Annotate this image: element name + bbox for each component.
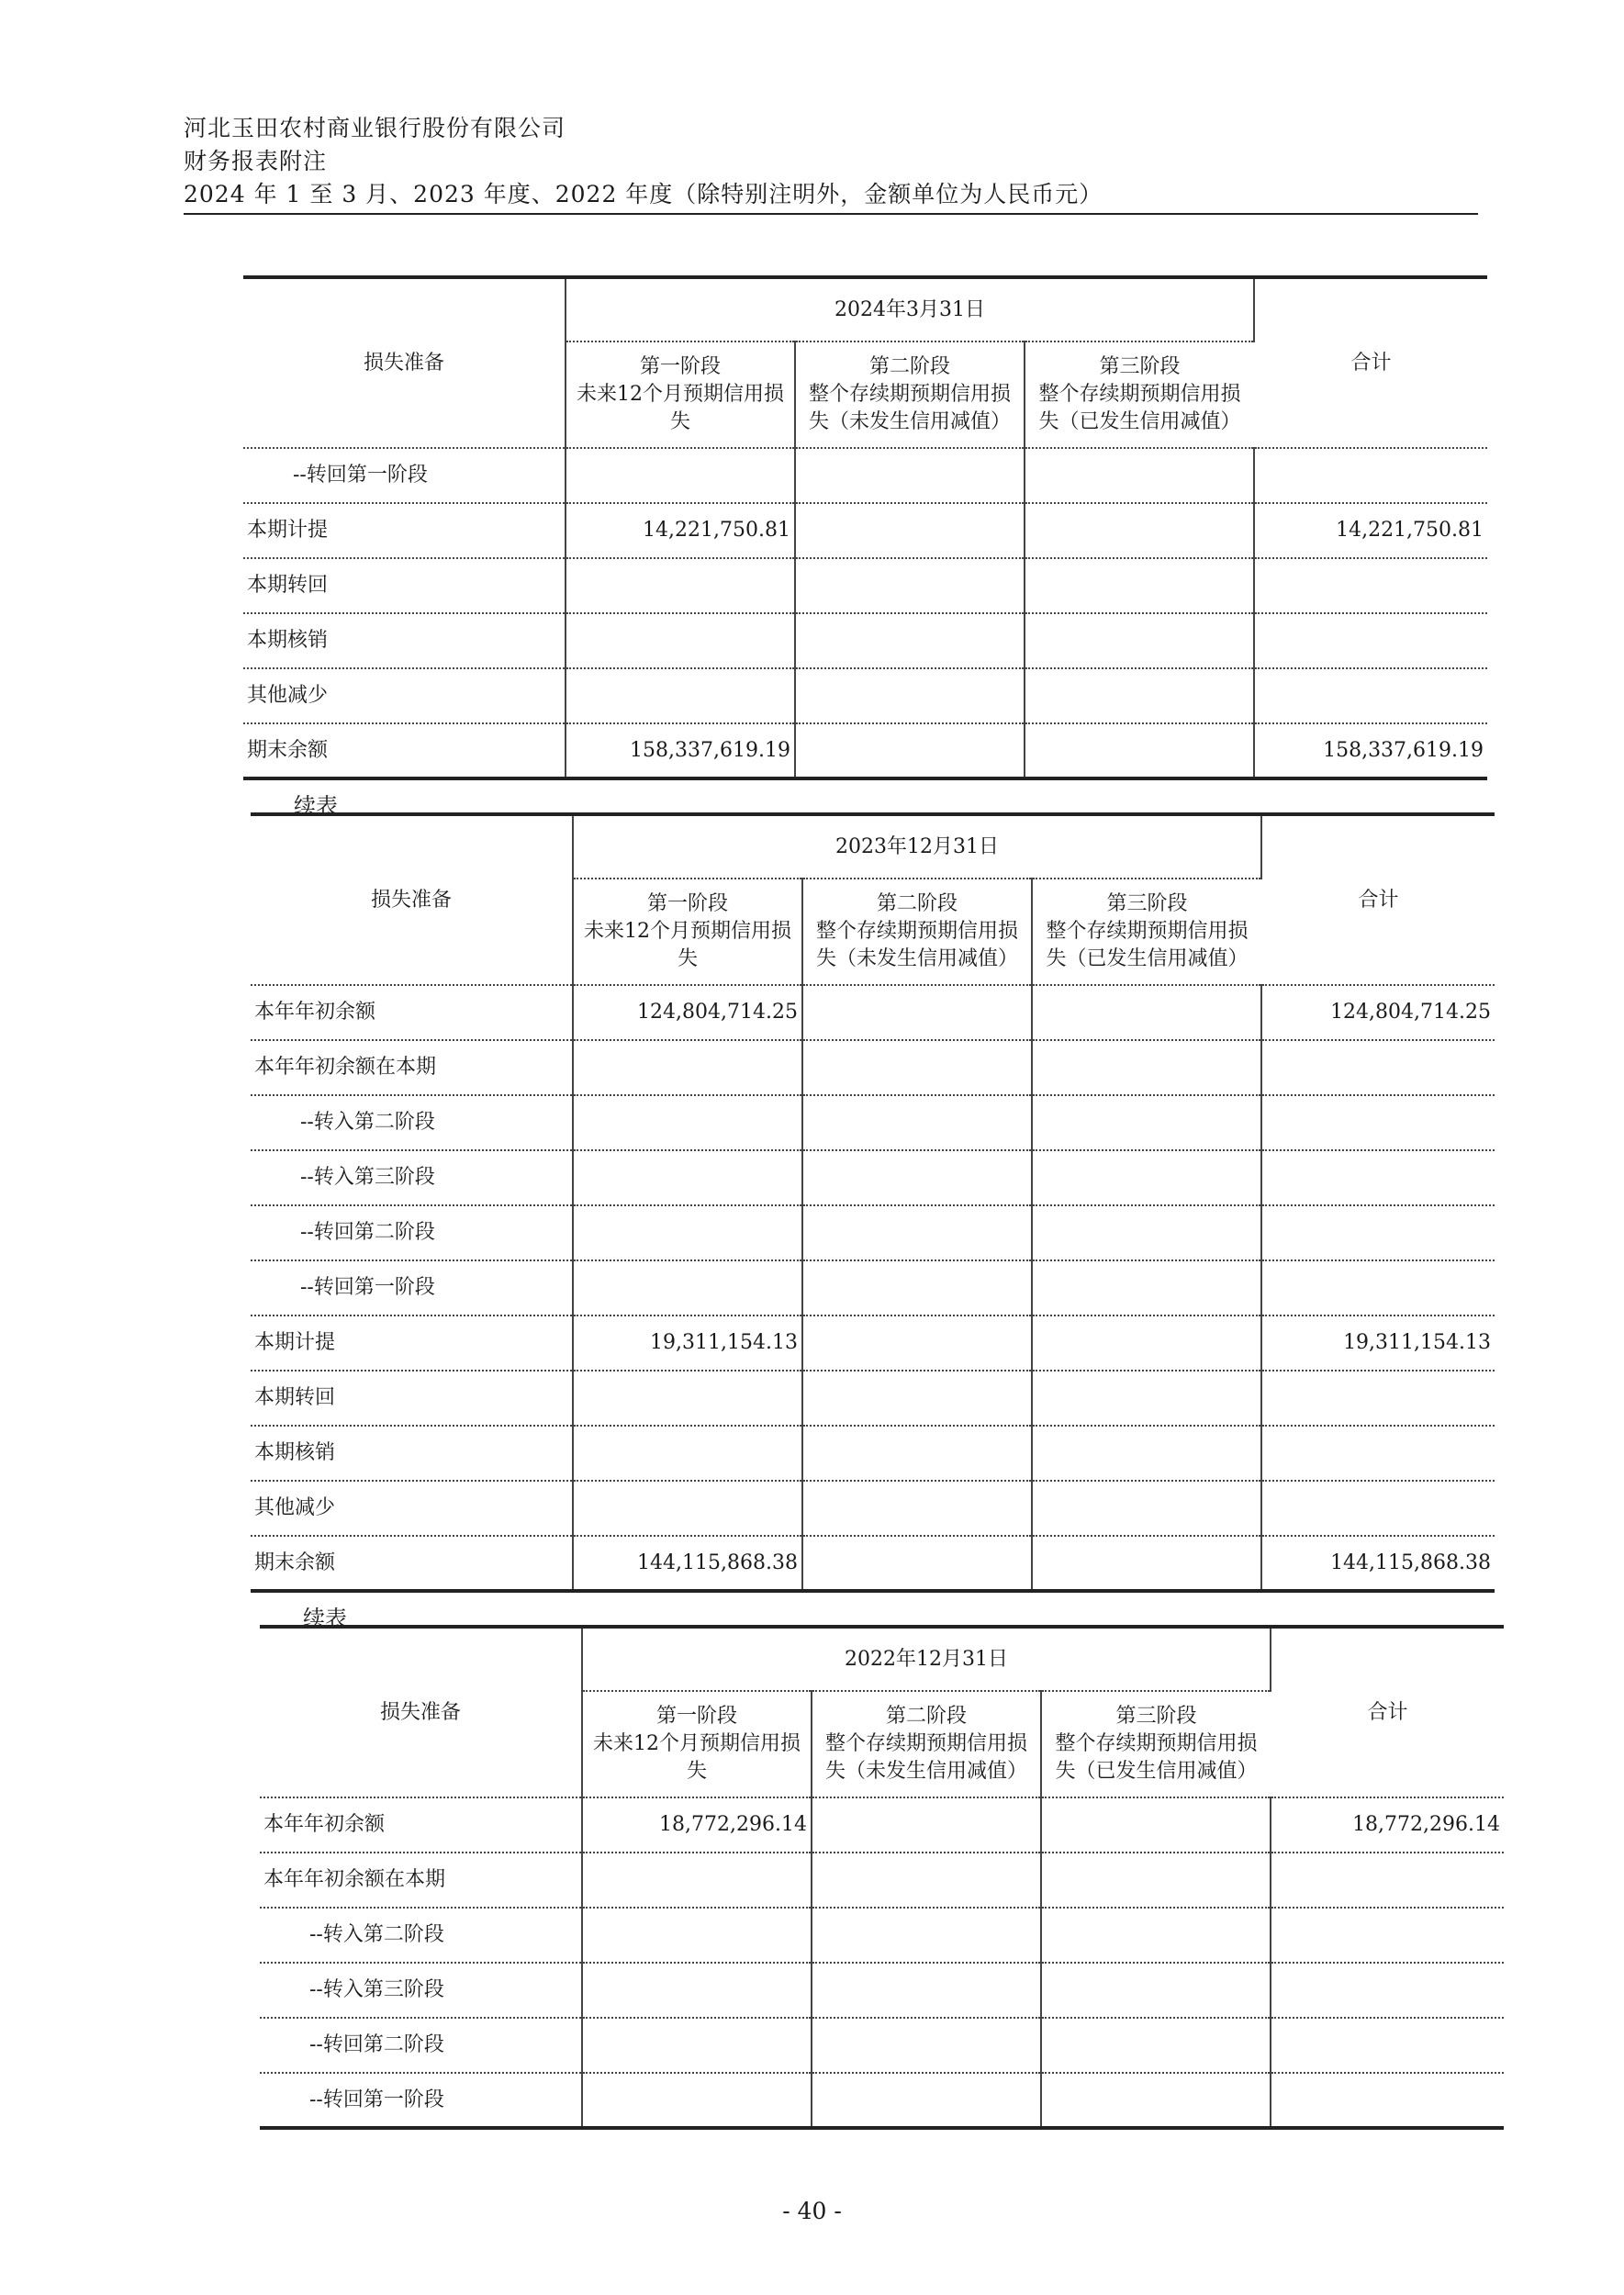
total-value: [1254, 448, 1487, 503]
stage-1-value: [573, 1150, 802, 1205]
header-total: 合计: [1261, 814, 1495, 985]
row-label: 本期转回: [251, 1371, 573, 1426]
total-value: 14,221,750.81: [1254, 503, 1487, 558]
stage-2-value: [812, 1908, 1041, 1963]
table-row: [251, 1426, 1495, 1481]
stage-2-value: [802, 1040, 1032, 1095]
total-value: [1261, 1150, 1495, 1205]
stage-1-desc: 未来12个月预期信用损失: [577, 383, 784, 433]
stage-1-value: 144,115,868.38: [573, 1536, 802, 1591]
total-value: [1271, 1853, 1504, 1908]
header-label: 损失准备: [260, 1627, 582, 1797]
stage-3-value: [1025, 723, 1254, 778]
stage-3-value: [1041, 1797, 1271, 1853]
header-stage-1: [573, 879, 802, 985]
row-label: --转入第三阶段: [260, 1963, 582, 2018]
stage-3-value: [1032, 1481, 1261, 1536]
company-name: 河北玉田农村商业银行股份有限公司: [184, 115, 566, 141]
header-stage-3: [1041, 1691, 1271, 1797]
stage-2-value: [795, 558, 1025, 613]
stage-3-desc: 整个存续期预期信用损失（已发生信用减值）: [1055, 1732, 1258, 1783]
stage-2-value: [795, 503, 1025, 558]
header-stage-1: [582, 1691, 812, 1797]
stage-2-value: [802, 985, 1032, 1040]
header-date: 2024年3月31日: [566, 277, 1254, 341]
row-label: --转回第一阶段: [260, 2073, 582, 2128]
stage-1-value: [566, 448, 795, 503]
stage-2-value: [812, 1797, 1041, 1853]
stage-3-value: [1025, 668, 1254, 723]
row-label: --转回第二阶段: [260, 2018, 582, 2073]
row-label: 本期计提: [243, 503, 566, 558]
row-label: 期末余额: [243, 723, 566, 778]
stage-1-value: [566, 668, 795, 723]
stage-3-desc: 整个存续期预期信用损失（已发生信用减值）: [1046, 920, 1249, 970]
stage-3-value: [1025, 558, 1254, 613]
row-label: 其他减少: [251, 1481, 573, 1536]
stage-1-value: [573, 1040, 802, 1095]
stage-3-value: [1032, 1260, 1261, 1315]
stage-3-value: [1032, 1150, 1261, 1205]
stage-2-value: [795, 723, 1025, 778]
total-value: 158,337,619.19: [1254, 723, 1487, 778]
document-title: 财务报表附注: [184, 148, 328, 174]
table-row: [251, 1481, 1495, 1536]
stage-1-value: [582, 2073, 812, 2128]
stage-1-value: [566, 558, 795, 613]
total-value: [1261, 1371, 1495, 1426]
stage-2-value: [802, 1095, 1032, 1150]
header-stage-3: [1032, 879, 1261, 985]
row-label: 本年年初余额在本期: [260, 1853, 582, 1908]
header-stage-1: [566, 341, 795, 448]
stage-3-value: [1032, 1205, 1261, 1260]
row-label: 期末余额: [251, 1536, 573, 1591]
stage-2-name: 第二阶段: [868, 355, 950, 378]
row-label: --转回第一阶段: [243, 448, 566, 503]
total-value: [1261, 1426, 1495, 1481]
table-row: [251, 1150, 1495, 1205]
row-label: 本年年初余额在本期: [251, 1040, 573, 1095]
table-row: [260, 2018, 1504, 2073]
total-value: 19,311,154.13: [1261, 1315, 1495, 1371]
stage-2-desc: 整个存续期预期信用损失（未发生信用减值）: [815, 920, 1018, 970]
row-label: --转入第三阶段: [251, 1150, 573, 1205]
stage-1-desc: 未来12个月预期信用损失: [584, 920, 791, 970]
table-row: [243, 613, 1487, 668]
loss-allowance-table-2023: [251, 812, 1495, 1593]
stage-1-name: 第一阶段: [646, 892, 728, 915]
stage-1-value: [582, 1853, 812, 1908]
stage-1-value: [566, 613, 795, 668]
stage-1-value: [582, 2018, 812, 2073]
table-row: [260, 2073, 1504, 2128]
total-value: [1271, 2018, 1504, 2073]
row-label: --转入第二阶段: [260, 1908, 582, 1963]
table-row: [260, 1853, 1504, 1908]
stage-2-value: [802, 1426, 1032, 1481]
header-stage-2: [802, 879, 1032, 985]
stage-1-value: 14,221,750.81: [566, 503, 795, 558]
stage-2-value: [802, 1260, 1032, 1315]
stage-2-name: 第二阶段: [885, 1705, 967, 1728]
total-value: [1261, 1095, 1495, 1150]
header-total: 合计: [1271, 1627, 1504, 1797]
table-row: [243, 558, 1487, 613]
total-value: 124,804,714.25: [1261, 985, 1495, 1040]
total-value: [1271, 1963, 1504, 2018]
total-value: [1271, 1908, 1504, 1963]
table-row: [260, 1963, 1504, 2018]
stage-3-name: 第三阶段: [1106, 892, 1188, 915]
stage-1-desc: 未来12个月预期信用损失: [593, 1732, 801, 1783]
stage-2-value: [802, 1536, 1032, 1591]
stage-2-value: [802, 1150, 1032, 1205]
stage-2-value: [812, 1963, 1041, 2018]
stage-1-value: [573, 1371, 802, 1426]
stage-2-value: [802, 1315, 1032, 1371]
row-label: 其他减少: [243, 668, 566, 723]
stage-2-value: [795, 613, 1025, 668]
stage-3-value: [1032, 1371, 1261, 1426]
stage-1-value: [573, 1260, 802, 1315]
header-total: 合计: [1254, 277, 1487, 448]
stage-1-value: 124,804,714.25: [573, 985, 802, 1040]
total-value: 144,115,868.38: [1261, 1536, 1495, 1591]
stage-2-value: [812, 2073, 1041, 2128]
loss-allowance-table-2024-03: [243, 275, 1487, 780]
header-rule: [184, 213, 1478, 215]
stage-1-value: [582, 1908, 812, 1963]
total-value: [1261, 1205, 1495, 1260]
header-date: 2023年12月31日: [573, 814, 1261, 879]
row-label: 本年年初余额: [251, 985, 573, 1040]
stage-1-value: 19,311,154.13: [573, 1315, 802, 1371]
row-label: 本期核销: [243, 613, 566, 668]
header-label: 损失准备: [243, 277, 566, 448]
page-header: [184, 112, 1478, 211]
table-row: [251, 985, 1495, 1040]
stage-1-value: [573, 1095, 802, 1150]
stage-3-value: [1032, 985, 1261, 1040]
stage-3-value: [1025, 613, 1254, 668]
stage-3-value: [1041, 1963, 1271, 2018]
stage-3-name: 第三阶段: [1115, 1705, 1197, 1728]
total-value: [1261, 1481, 1495, 1536]
total-value: [1261, 1040, 1495, 1095]
row-label: --转回第二阶段: [251, 1205, 573, 1260]
header-label: 损失准备: [251, 814, 573, 985]
stage-2-value: [802, 1371, 1032, 1426]
stage-3-value: [1032, 1095, 1261, 1150]
stage-1-value: [582, 1963, 812, 2018]
stage-3-value: [1032, 1315, 1261, 1371]
stage-3-value: [1041, 2073, 1271, 2128]
table-row: [243, 723, 1487, 778]
table-row: [251, 1205, 1495, 1260]
stage-2-value: [802, 1481, 1032, 1536]
loss-allowance-table-2022: [260, 1625, 1504, 2130]
table-row: [260, 1797, 1504, 1853]
stage-3-desc: 整个存续期预期信用损失（已发生信用减值）: [1038, 383, 1241, 433]
stage-2-name: 第二阶段: [876, 892, 958, 915]
stage-3-value: [1025, 448, 1254, 503]
stage-3-value: [1032, 1426, 1261, 1481]
stage-2-value: [812, 1853, 1041, 1908]
stage-2-value: [802, 1205, 1032, 1260]
table-row: [251, 1315, 1495, 1371]
table-row: [251, 1040, 1495, 1095]
stage-1-value: 158,337,619.19: [566, 723, 795, 778]
continued-label: 续表: [303, 1606, 347, 1631]
stage-2-desc: 整个存续期预期信用损失（未发生信用减值）: [824, 1732, 1027, 1783]
stage-2-value: [812, 2018, 1041, 2073]
stage-1-value: [573, 1426, 802, 1481]
stage-3-name: 第三阶段: [1099, 355, 1181, 378]
stage-3-value: [1041, 1908, 1271, 1963]
table-row: [260, 1908, 1504, 1963]
table-row: [251, 1260, 1495, 1315]
stage-1-value: 18,772,296.14: [582, 1797, 812, 1853]
header-stage-3: [1025, 341, 1254, 448]
header-stage-2: [812, 1691, 1041, 1797]
row-label: 本期计提: [251, 1315, 573, 1371]
stage-1-name: 第一阶段: [639, 355, 721, 378]
header-stage-2: [795, 341, 1025, 448]
total-value: [1254, 613, 1487, 668]
table-row: [251, 1095, 1495, 1150]
stage-1-value: [573, 1481, 802, 1536]
stage-3-value: [1032, 1040, 1261, 1095]
stage-3-value: [1032, 1536, 1261, 1591]
stage-3-value: [1041, 1853, 1271, 1908]
stage-2-value: [795, 668, 1025, 723]
stage-3-value: [1041, 2018, 1271, 2073]
table-row: [243, 503, 1487, 558]
continued-label: 续表: [294, 793, 338, 819]
row-label: --转入第二阶段: [251, 1095, 573, 1150]
total-value: [1261, 1260, 1495, 1315]
total-value: 18,772,296.14: [1271, 1797, 1504, 1853]
total-value: [1254, 558, 1487, 613]
table-row: [243, 448, 1487, 503]
stage-2-value: [795, 448, 1025, 503]
total-value: [1271, 2073, 1504, 2128]
header-date: 2022年12月31日: [582, 1627, 1271, 1691]
table-row: [243, 668, 1487, 723]
table-row: [251, 1536, 1495, 1591]
table-row: [251, 1371, 1495, 1426]
stage-3-value: [1025, 503, 1254, 558]
period-note: 2024 年 1 至 3 月、2023 年度、2022 年度（除特别注明外，金额单位为人民币元）: [184, 181, 1103, 207]
row-label: 本年年初余额: [260, 1797, 582, 1853]
stage-2-desc: 整个存续期预期信用损失（未发生信用减值）: [808, 383, 1011, 433]
row-label: --转回第一阶段: [251, 1260, 573, 1315]
row-label: 本期转回: [243, 558, 566, 613]
stage-1-name: 第一阶段: [655, 1705, 737, 1728]
stage-1-value: [573, 1205, 802, 1260]
row-label: 本期核销: [251, 1426, 573, 1481]
page-number: - 40 -: [782, 2198, 842, 2224]
total-value: [1254, 668, 1487, 723]
